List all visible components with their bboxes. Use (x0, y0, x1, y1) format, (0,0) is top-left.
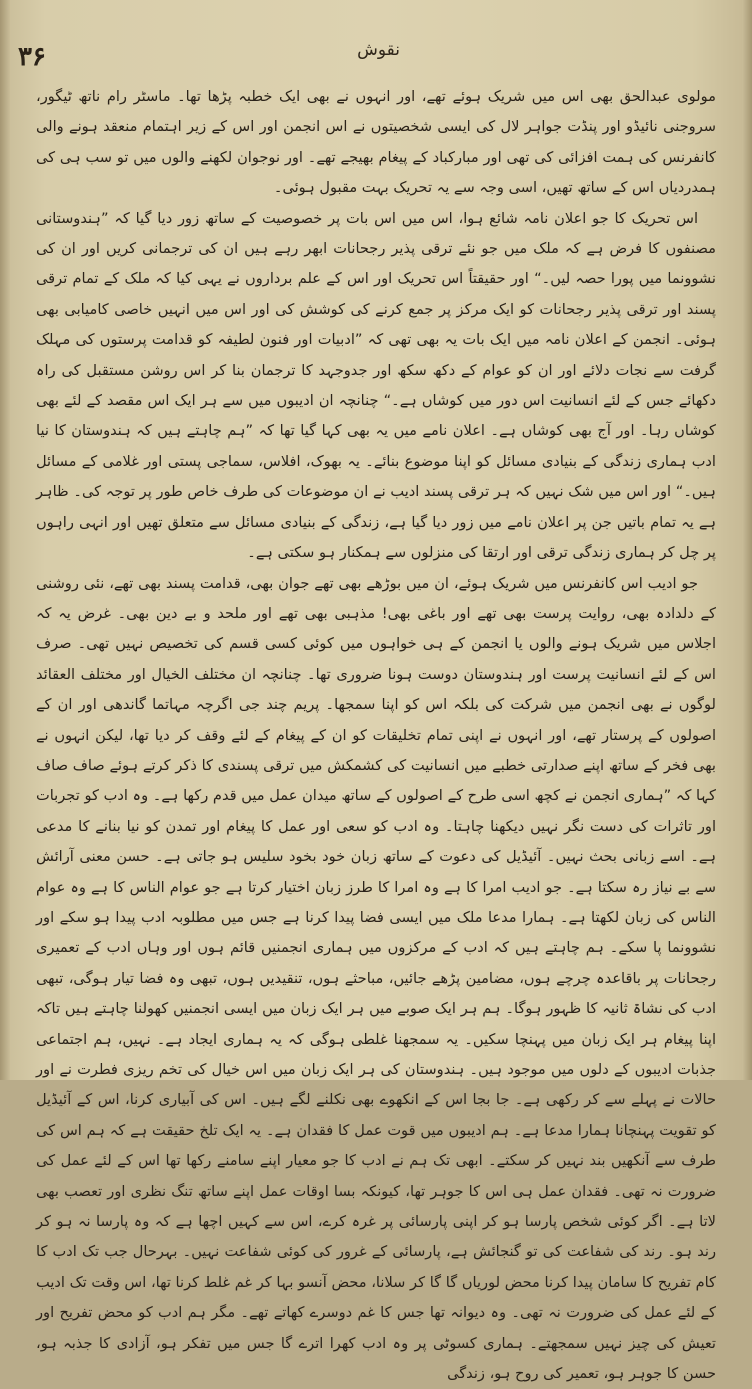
page-edge-shadow-right (742, 0, 752, 1080)
article-body (36, 82, 716, 1067)
paragraph: مولوی عبدالحق بھی اس میں شریک ہوئے تھے، اور انہوں نے بھی ایک خطبہ پڑھا تھا۔ ماسٹر رام ناتھ ٹیگور، سروجنی نائیڈو اور پنڈت جواہر لال کی ایسی شخصیتوں نے اس انجمن اور اس کے زیر اہتمام منعقد ہونے والی کانفرنس کی ہمت افزائی کی تھی اور مبارکباد کے پیغام بھیجے تھے۔ اور نوجوان لکھنے والوں میں تو سب ہی کی ہمدردیاں اس کے ساتھ تھیں، اسی وجہ سے یہ تحریک بہت مقبول ہوئی۔ (36, 82, 716, 204)
paragraph: جو ادیب اس کانفرنس میں شریک ہوئے، ان میں بوڑھے بھی تھے جوان بھی، قدامت پسند بھی تھے، نئی روشنی کے دلدادہ بھی، روایت پرست بھی تھے اور باغی بھی! مذہبی بھی تھے اور ملحد و بے دین بھی۔ غرض یہ کہ اجلاس میں شریک ہونے والوں یا انجمن کے ہی خواہوں میں کوئی کسی قسم کی تخصیص نہیں تھی۔ صرف اس کے لئے انسانیت پرست اور ہندوستان دوست ہونا ضروری تھا۔ چنانچہ ان مختلف الخیال اور مختلف العقائد لوگوں نے بھی انجمن میں شرکت کی بلکہ اس کو اپنا سمجھا۔ پریم چند جی اگرچہ مہاتما گاندھی اور ان کے اصولوں کے پرستار تھے، اور انہوں نے اپنی تمام تخلیقات کو ان کے پیغام کے لئے وقف کر دیا تھا، لیکن انہوں نے بھی فخر کے ساتھ اپنے صدارتی خطبے میں انسانیت کی کشمکش میں ترقی پسندی کا ذکر کرتے ہوئے صاف صاف کہا کہ ”ہماری انجمن نے کچھ اسی طرح کے اصولوں کے ساتھ میدان عمل میں قدم رکھا ہے۔ وہ ادب کو تجربات اور تاثرات کی دست نگر نہیں دیکھنا چاہتا۔ وہ ادب کو سعی اور عمل کا پیغام اور تمدن کو نیا بنانے کا مدعی ہے۔ اسے زبانی بحث نہیں۔ آئیڈیل کی دعوت کے ساتھ زبان خود بخود سلیس ہو جاتی ہے۔ حسن معنی آرائش سے بے نیاز رہ سکتا ہے۔ جو ادیب امرا کا ہے وہ امرا کا طرز زبان اختیار کرتا ہے جو عوام الناس کا ہے وہ عوام الناس کی زبان لکھتا ہے۔ ہمارا مدعا ملک میں ایسی فضا پیدا کرنا ہے جس میں مطلوبہ ادب پیدا ہو سکے اور نشوونما پا سکے۔ ہم چاہتے ہیں کہ ادب کے مرکزوں میں ہماری انجمنیں قائم ہوں اور وہاں ادب کے تعمیری رجحانات پر باقاعدہ چرچے ہوں، مضامین پڑھے جائیں، مباحثے ہوں، تنقیدیں ہوں، تبھی وہ فضا تیار ہوگی، تبھی ادب کی نشاۃ ثانیہ کا ظہور ہوگا۔ ہم ہر ایک صوبے میں ہر ایک زبان میں ایسی انجمنیں کھولنا چاہتے ہیں تاکہ اپنا پیغام ہر ایک زبان میں پہنچا سکیں۔ یہ سمجھنا غلطی ہوگی کہ یہ ہماری ایجاد ہے۔ نہیں، ہم اجتماعی جذبات ادیبوں کے دلوں میں موجود ہیں۔ ہندوستان کی ہر ایک زبان میں اس خیال کی تخم ریزی فطرت نے اور حالات نے پہلے سے کر رکھی ہے۔ جا بجا اس کے انکھوے بھی نکلنے لگے ہیں۔ اس کی آبیاری کرنا، اس کے آئیڈیل کو تقویت پہنچانا ہمارا مدعا ہے۔ ہم ادیبوں میں قوت عمل کا فقدان ہے۔ یہ ایک تلخ حقیقت ہے کہ ہم اس کی طرف سے آنکھیں بند نہیں کر سکتے۔ ابھی تک ہم نے ادب کا جو معیار اپنے سامنے رکھا تھا اس کے لئے عمل کی ضرورت نہ تھی۔ فقدان عمل ہی اس کا جوہر تھا، کیونکہ بسا اوقات عمل اپنے ساتھ تنگ نظری اور تعصب بھی لاتا ہے۔ اگر کوئی شخص پارسا ہو کر اپنی پارسائی پر غرہ کرے، اس سے کہیں اچھا ہے کہ وہ پارسا نہ ہو کر رند ہو۔ رند کی شفاعت کی تو گنجائش ہے، پارسائی کے غرور کی کوئی شفاعت نہیں۔ بہرحال جب تک ادب کا کام تفریح کا سامان پیدا کرنا محض لوریاں گا گا کر سلانا، محض آنسو بہا کر غم غلط کرنا تھا، اس وقت تک ادیب کے لئے عمل کی ضرورت نہ تھی۔ وہ دیوانہ تھا جس کا غم دوسرے کھاتے تھے۔ مگر ہم ادب کو محض تفریح اور تعیش کی چیز نہیں سمجھتے۔ ہماری کسوٹی پر وہ ادب کھرا اترے گا جس میں تفکر ہو، آزادی کا جذبہ ہو، حسن کا جوہر ہو، تعمیر کی روح ہو، زندگی (36, 569, 716, 1389)
page-number: ۳۶ (18, 42, 46, 72)
running-title: نقوش (357, 40, 400, 60)
page-edge-shadow-left (0, 0, 10, 1080)
paragraph: اس تحریک کا جو اعلان نامہ شائع ہوا، اس میں اس بات پر خصوصیت کے ساتھ زور دیا گیا کہ ”ہندوستانی مصنفوں کا فرض ہے کہ ملک میں جو نئے ترقی پذیر رجحانات ابھر رہے ہیں ان کی ترجمانی کریں اور ان کی نشوونما میں پورا حصہ لیں۔“ اور حقیقتاً اس تحریک اور اس کے علم برداروں نے یہی کیا کہ ملک کے تمام ترقی پسند اور ترقی پذیر رجحانات کو ایک مرکز پر جمع کرنے کی کوشش کی اور اس میں انہیں خاصی کامیابی بھی ہوئی۔ انجمن کے اعلان نامہ میں ایک بات یہ بھی تھی کہ ”ادبیات اور فنون لطیفہ کو قدامت پرستوں کی مہلک گرفت سے نجات دلائے اور ان کو عوام کے دکھ سکھ اور جدوجہد کا ترجمان بنا کر اس روشن مستقبل کی راہ دکھائے جس کے لئے انسانیت اس دور میں کوشاں ہے۔“ چنانچہ ان ادیبوں میں سے ہر ایک اس مقصد کے لئے بھی کوشاں رہا۔ اور آج بھی کوشاں ہے۔ اعلان نامے میں یہ بھی کہا گیا تھا کہ ”ہم چاہتے ہیں کہ ہندوستان کا نیا ادب ہماری زندگی کے بنیادی مسائل کو اپنا موضوع بنائے۔ یہ بھوک، افلاس، سماجی پستی اور غلامی کے مسائل ہیں۔“ اور اس میں شک نہیں کہ ہر ترقی پسند ادیب نے ان موضوعات کی طرف خاص طور پر توجہ کی۔ ظاہر ہے یہ تمام باتیں جن پر اعلان نامے میں زور دیا گیا ہے، زندگی کے بنیادی مسائل سے متعلق تھیں اور انہی راہوں پر چل کر ہماری زندگی ترقی اور ارتقا کی منزلوں سے ہمکنار ہو سکتی ہے۔ (36, 204, 716, 569)
